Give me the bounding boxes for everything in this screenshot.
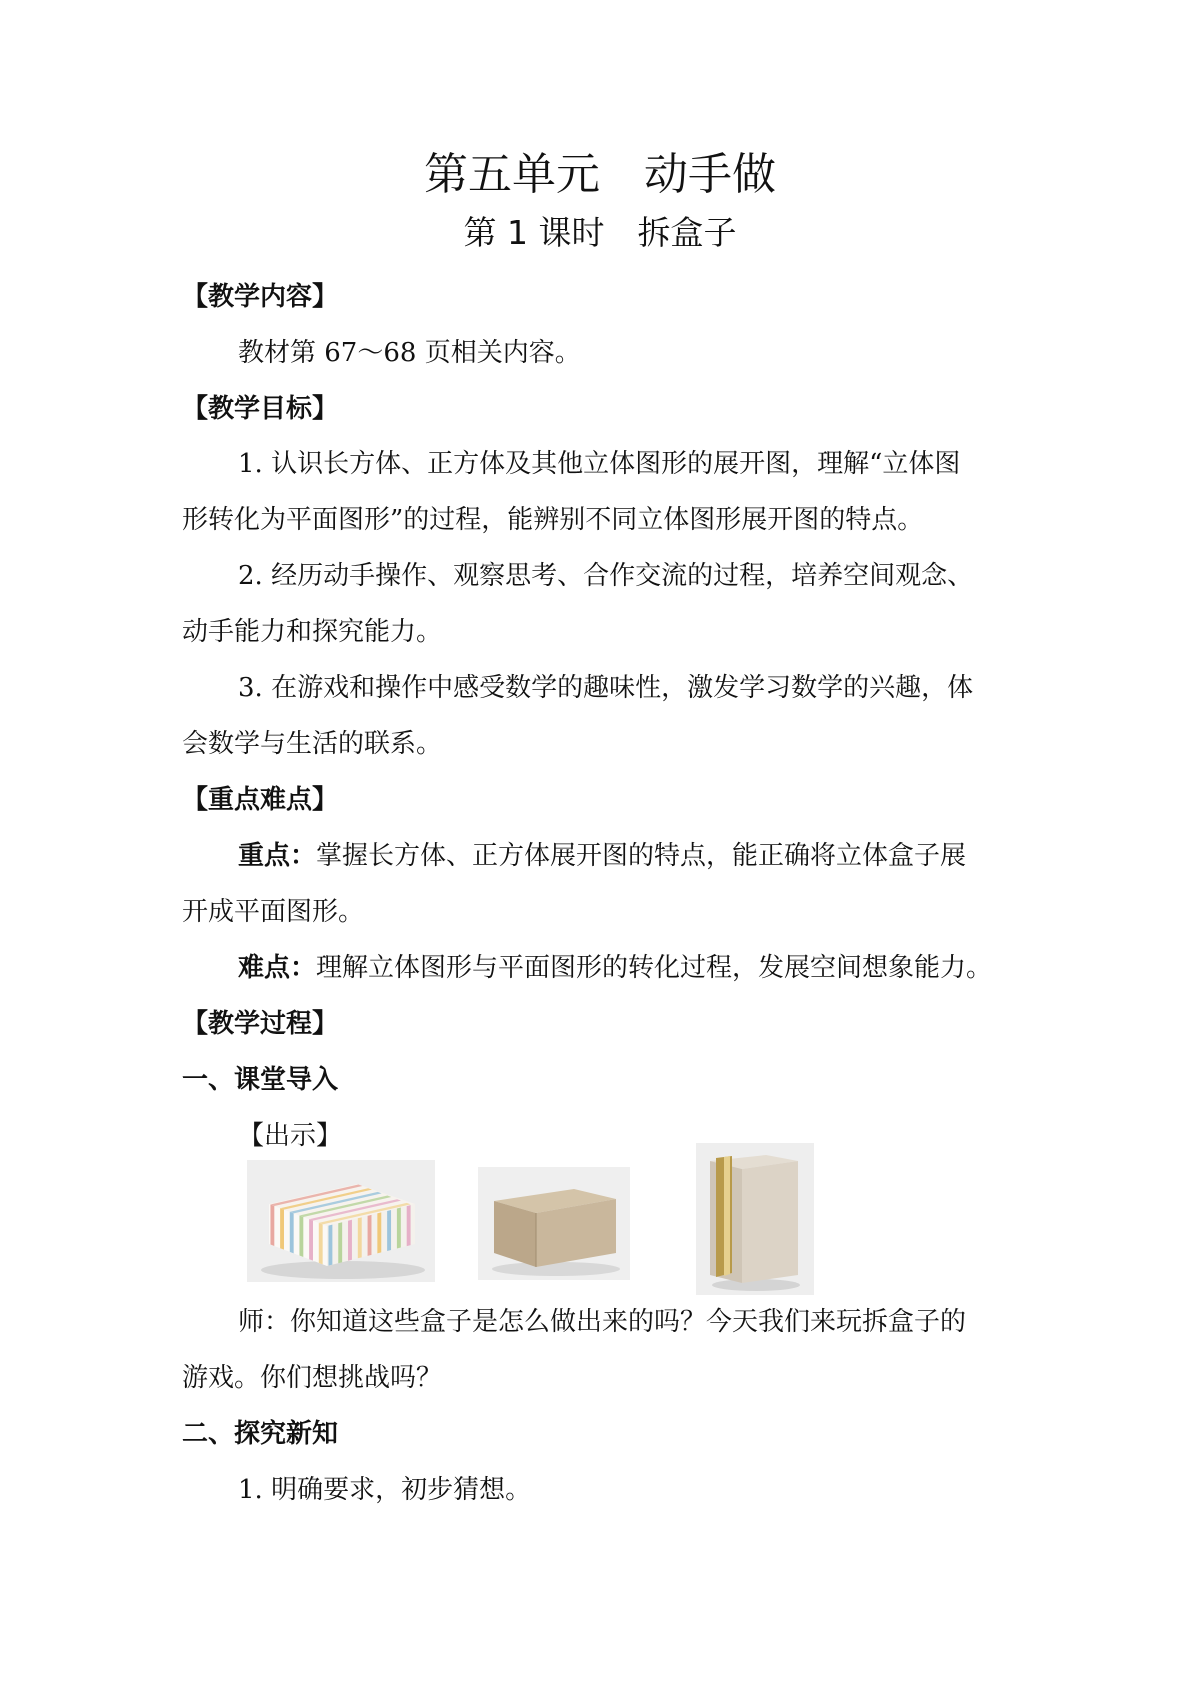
gold-band-box-photo bbox=[696, 1143, 814, 1295]
unit-title: 第五单元 动手做 bbox=[424, 149, 776, 200]
key-points-heading: 【重点难点】 bbox=[182, 785, 339, 815]
lesson-title: 第 1 课时 拆盒子 bbox=[463, 213, 737, 252]
goal-1-line-2: 形转化为平面图形”的过程，能辨别不同立体图形展开图的特点。 bbox=[182, 505, 924, 535]
difficulty-text: 理解立体图形与平面图形的转化过程，发展空间想象能力。 bbox=[316, 953, 993, 983]
show-label: 【出示】 bbox=[238, 1121, 343, 1151]
goal-2-line-2: 动手能力和探究能力。 bbox=[182, 617, 443, 647]
step-1-text: 1. 明确要求，初步猜想。 bbox=[238, 1475, 532, 1505]
goal-2-line-1: 2. 经历动手操作、观察思考、合作交流的过程，培养空间观念、 bbox=[238, 561, 974, 591]
striped-box-photo bbox=[247, 1160, 435, 1282]
teacher-line-1: 师：你知道这些盒子是怎么做出来的吗？今天我们来玩拆盒子的 bbox=[238, 1307, 967, 1337]
part-1-heading: 一、课堂导入 bbox=[182, 1065, 339, 1095]
goal-3-line-2: 会数学与生活的联系。 bbox=[182, 729, 443, 759]
difficulty-label: 难点： bbox=[238, 953, 317, 983]
key-point-text: 掌握长方体、正方体展开图的特点，能正确将立体盒子展 bbox=[316, 841, 967, 871]
content-heading: 【教学内容】 bbox=[182, 282, 339, 312]
goal-1-line-1: 1. 认识长方体、正方体及其他立体图形的展开图，理解“立体图 bbox=[238, 449, 961, 479]
kraft-box-photo bbox=[478, 1167, 630, 1280]
goals-heading: 【教学目标】 bbox=[182, 394, 339, 424]
goal-3-line-1: 3. 在游戏和操作中感受数学的趣味性，激发学习数学的兴趣，体 bbox=[238, 673, 974, 703]
teacher-line-2: 游戏。你们想挑战吗？ bbox=[182, 1363, 443, 1393]
part-2-heading: 二、探究新知 bbox=[182, 1419, 339, 1449]
key-point-line-1 bbox=[238, 837, 1088, 875]
key-point-label: 重点： bbox=[238, 841, 317, 871]
difficulty-line bbox=[238, 949, 1088, 987]
content-text: 教材第 67～68 页相关内容。 bbox=[238, 338, 581, 368]
process-heading: 【教学过程】 bbox=[182, 1009, 339, 1039]
key-point-line-2: 开成平面图形。 bbox=[182, 897, 365, 927]
